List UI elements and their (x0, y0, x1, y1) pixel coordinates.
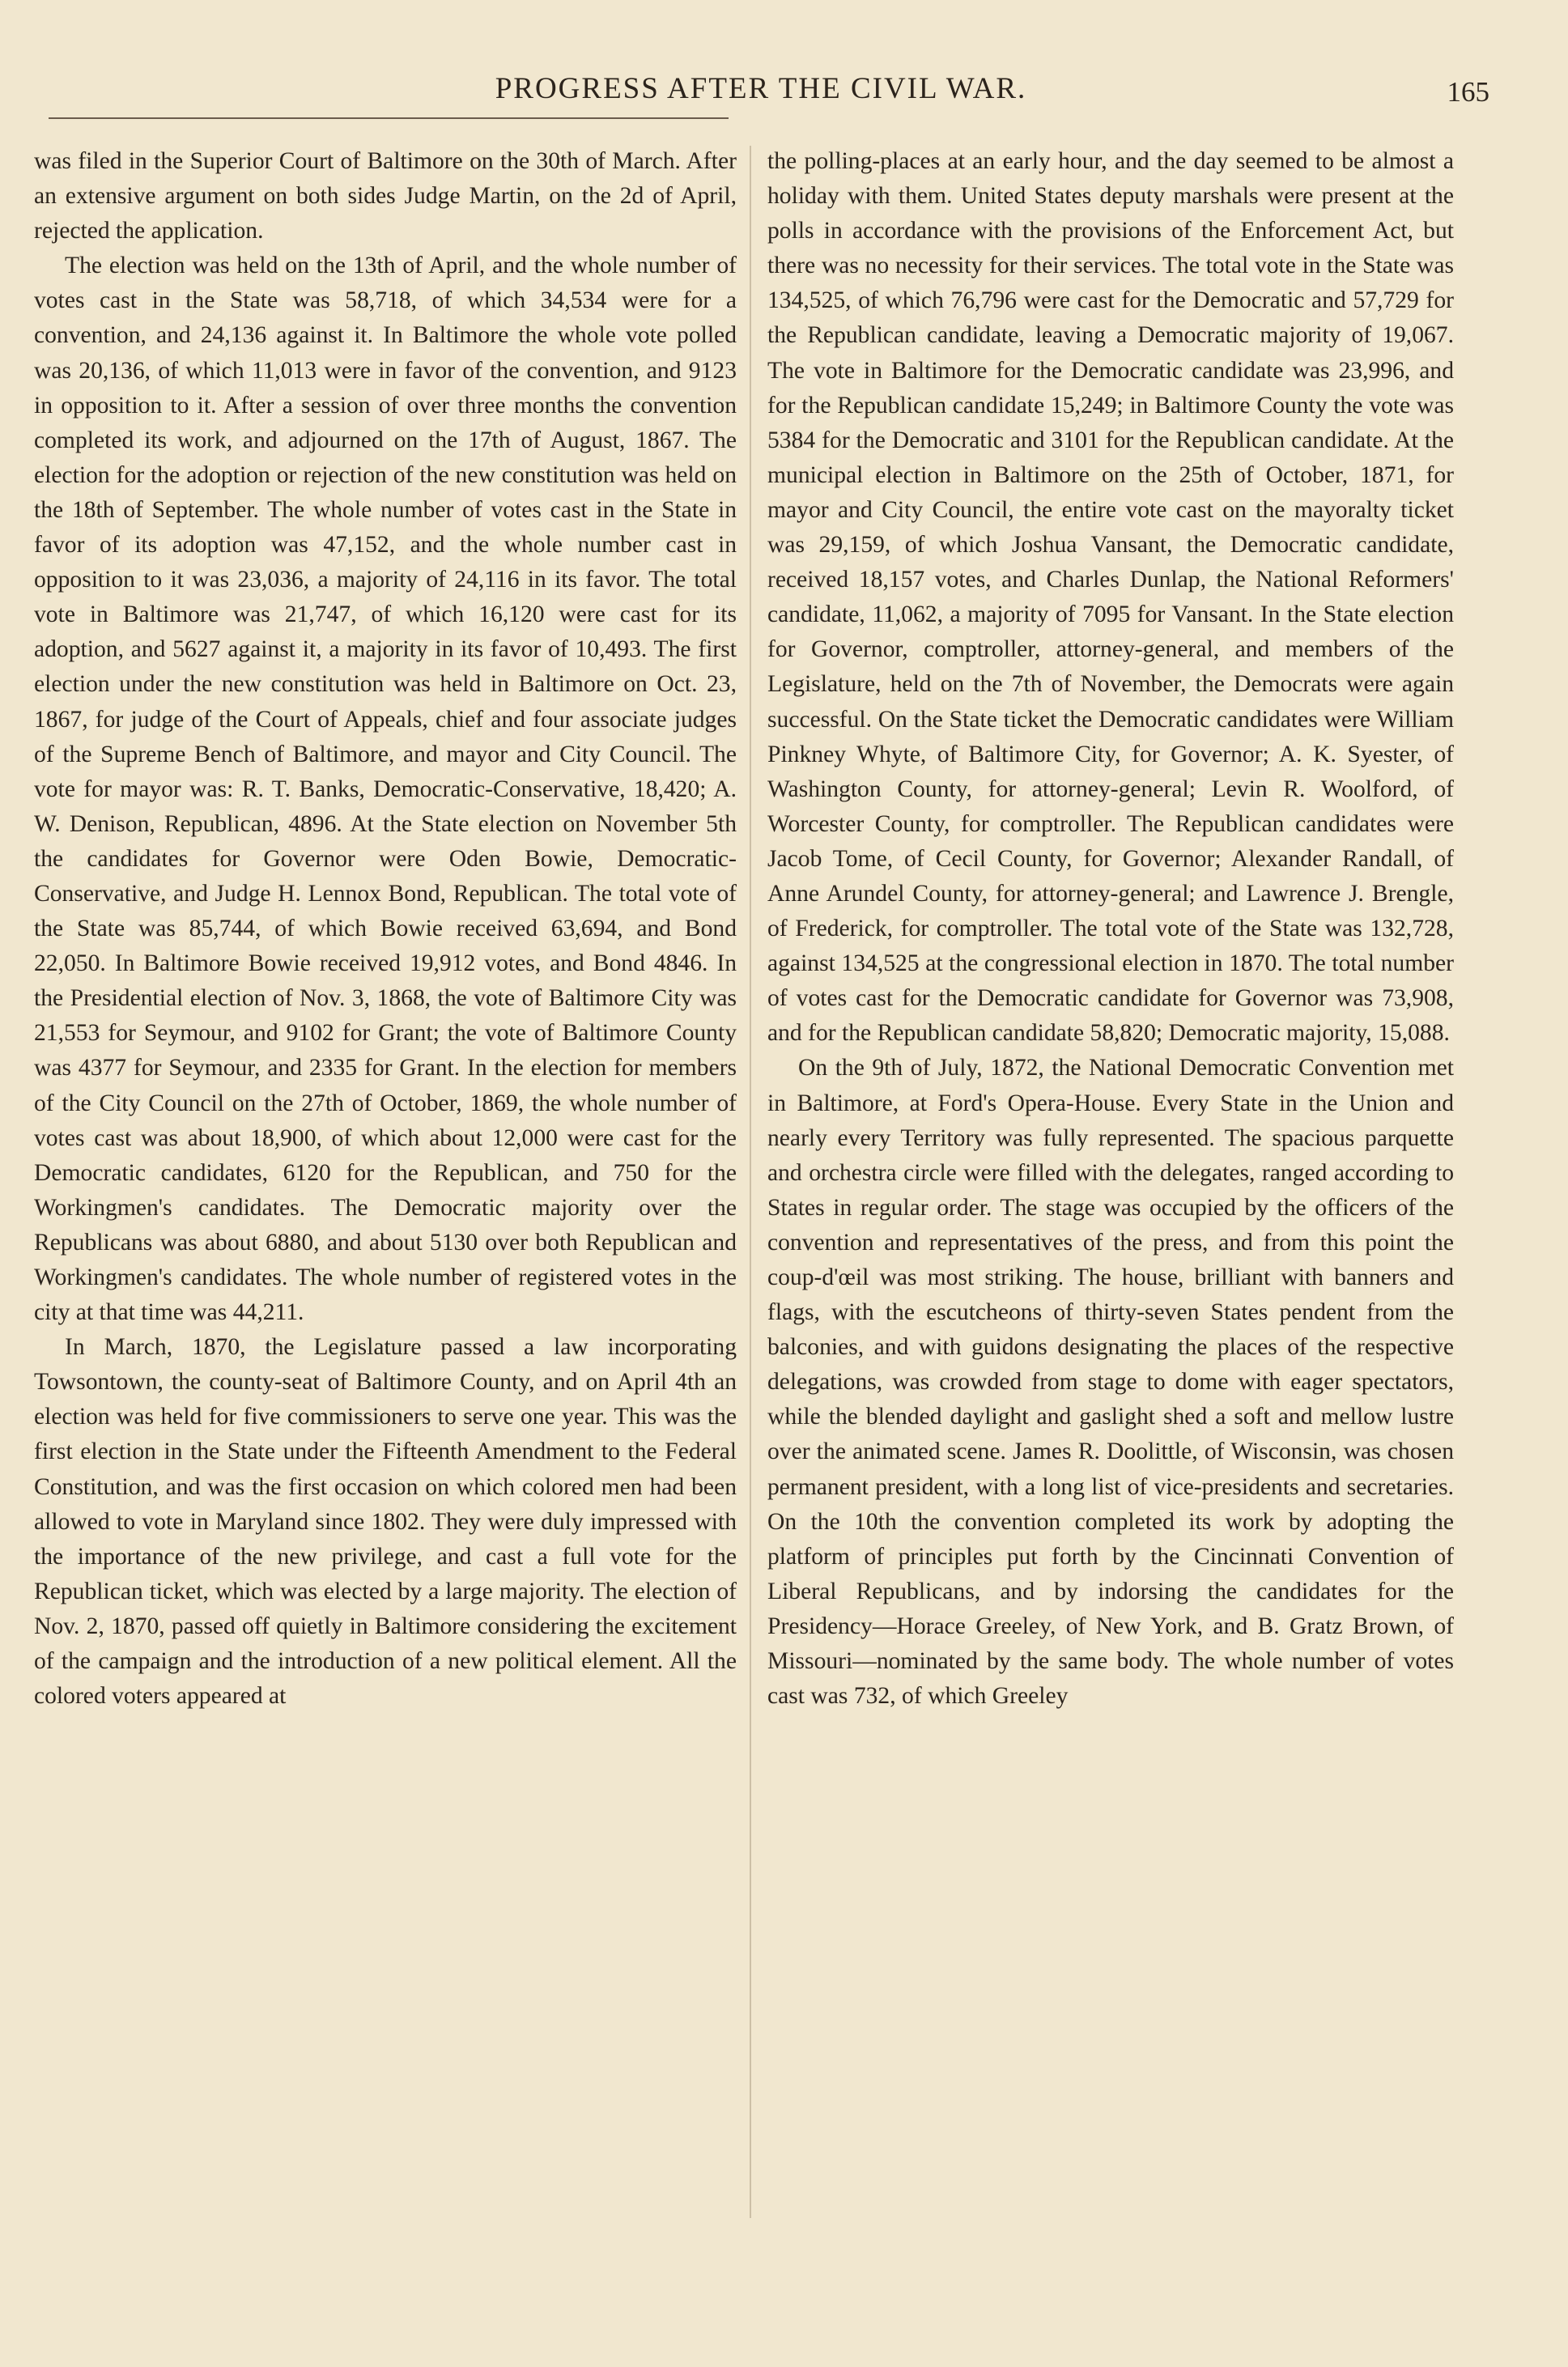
left-paragraph-1: was filed in the Superior Court of Baltimore on the 30th of March. After an extensive argument on both sides Judge Martin, on the 2d of April, rejected the application. (34, 148, 737, 244)
left-column (34, 144, 737, 1714)
running-title: PROGRESS AFTER THE CIVIL WAR. (495, 72, 1027, 105)
right-column (767, 144, 1454, 1714)
column-divider (750, 146, 751, 2218)
left-paragraph-2: The election was held on the 13th of April, and the whole number of votes cast in the State was 58,718, of which 34,534 were for a convention, and 24,136 against it. In Baltimore the whole vote polled was 20,136, of which 11,013 were in favor of the convention, and 9123 in opposition to it. After a session of over three months the convention completed its work, and adjourned on the 17th of August, 1867. The election for the adoption or rejection of the new constitution was held on the 18th of September. The whole number of votes cast in the State in favor of its adoption was 47,152, and the whole number cast in opposition to it was 23,036, a majority of 24,116 in its favor. The total vote in Baltimore was 21,747, of which 16,120 were cast for its adoption, and 5627 against it, a majority in its favor of 10,493. The first election under the new constitution was held in Baltimore on Oct. 23, 1867, for judge of the Court of Appeals, chief and four associate judges of the Supreme Bench of Baltimore, and mayor and City Council. The vote for mayor was: R. T. Banks, Democratic-Conservative, 18,420; A. W. Denison, Republican, 4896. At the State election on November 5th the candidates for Governor were Oden Bowie, Democratic-Conservative, and Judge H. Lennox Bond, Republican. The total vote of the State was 85,744, of which Bowie received 63,694, and Bond 22,050. In Baltimore Bowie received 19,912 votes, and Bond 4846. In the Presidential election of Nov. 3, 1868, the vote of Baltimore City was 21,553 for Seymour, and 9102 for Grant; the vote of Baltimore County was 4377 for Seymour, and 2335 for Grant. In the election for members of the City Council on the 27th of October, 1869, the whole number of votes cast was about 18,900, of which about 12,000 were cast for the Democratic candidates, 6120 for the Republican, and 750 for the Workingmen's candidates. The Democratic majority over the Republicans was about 6880, and about 5130 over both Republican and Workingmen's candidates. The whole number of registered votes in the city at that time was 44,211. (34, 253, 737, 1326)
right-paragraph-1: the polling-places at an early hour, and the day seemed to be almost a holiday with them. United States deputy marshals were present at the polls in accordance with the provisions of the Enforcement Act, but there was no necessity for their services. The total vote in the State was 134,525, of which 76,796 were cast for the Democratic and 57,729 for the Republican candidate, leaving a Democratic majority of 19,067. The vote in Baltimore for the Democratic candidate was 23,996, and for the Republican candidate 15,249; in Baltimore County the vote was 5384 for the Democratic and 3101 for the Republican candidate. At the municipal election in Baltimore on the 25th of October, 1871, for mayor and City Council, the entire vote cast on the mayoralty ticket was 29,159, of which Joshua Vansant, the Democratic candidate, received 18,157 votes, and Charles Dunlap, the National Reformers' candidate, 11,062, a majority of 7095 for Vansant. In the State election for Governor, comptroller, attorney-general, and members of the Legislature, held on the 7th of November, the Democrats were again successful. On the State ticket the Democratic candidates were William Pinkney Whyte, of Baltimore City, for Governor; A. K. Syester, of Washington County, for attorney-general; Levin R. Woolford, of Worcester County, for comptroller. The Republican candidates were Jacob Tome, of Cecil County, for Governor; Alexander Randall, of Anne Arundel County, for attorney-general; and Lawrence J. Brengle, of Frederick, for comptroller. The total vote of the State was 132,728, against 134,525 at the congressional election in 1870. The total number of votes cast for the Democratic candidate for Governor was 73,908, and for the Republican candidate 58,820; Democratic majority, 15,088. (767, 148, 1454, 1047)
page-header (32, 66, 1489, 115)
right-paragraph-2: On the 9th of July, 1872, the National Democratic Convention met in Baltimore, at Ford's Opera-House. Every State in the Union and nearly every Territory was fully represented. The spacious parquette and orchestra circle were filled with the delegates, ranged according to States in regular order. The stage was occupied by the officers of the convention and representatives of the press, and from this point the coup-d'œil was most striking. The house, brilliant with banners and flags, with the escutcheons of thirty-seven States pendent from the balconies, and with guidons designating the places of the respective delegations, was crowded from stage to dome with eager spectators, while the blended daylight and gaslight shed a soft and mellow lustre over the animated scene. James R. Doolittle, of Wisconsin, was chosen permanent president, with a long list of vice-presidents and secretaries. On the 10th the convention completed its work by adopting the platform of principles put forth by the Cincinnati Convention of Liberal Republicans, and by indorsing the candidates for the Presidency—Horace Greeley, of New York, and B. Gratz Brown, of Missouri—nominated by the same body. The whole number of votes cast was 732, of which Greeley (767, 1055, 1454, 1710)
header-rule (49, 117, 729, 119)
page-number: 165 (1447, 76, 1489, 108)
left-paragraph-3: In March, 1870, the Legislature passed a law incorporating Towsontown, the county-seat of Baltimore County, and on April 4th an election was held for five commissioners to serve one year. This was the first election in the State under the Fifteenth Amendment to the Federal Constitution, and was the first occasion on which colored men had been allowed to vote in Maryland since 1802. They were duly impressed with the importance of the new privilege, and cast a full vote for the Republican ticket, which was elected by a large majority. The election of Nov. 2, 1870, passed off quietly in Baltimore considering the excitement of the campaign and the introduction of a new political element. All the colored voters appeared at (34, 1334, 737, 1710)
